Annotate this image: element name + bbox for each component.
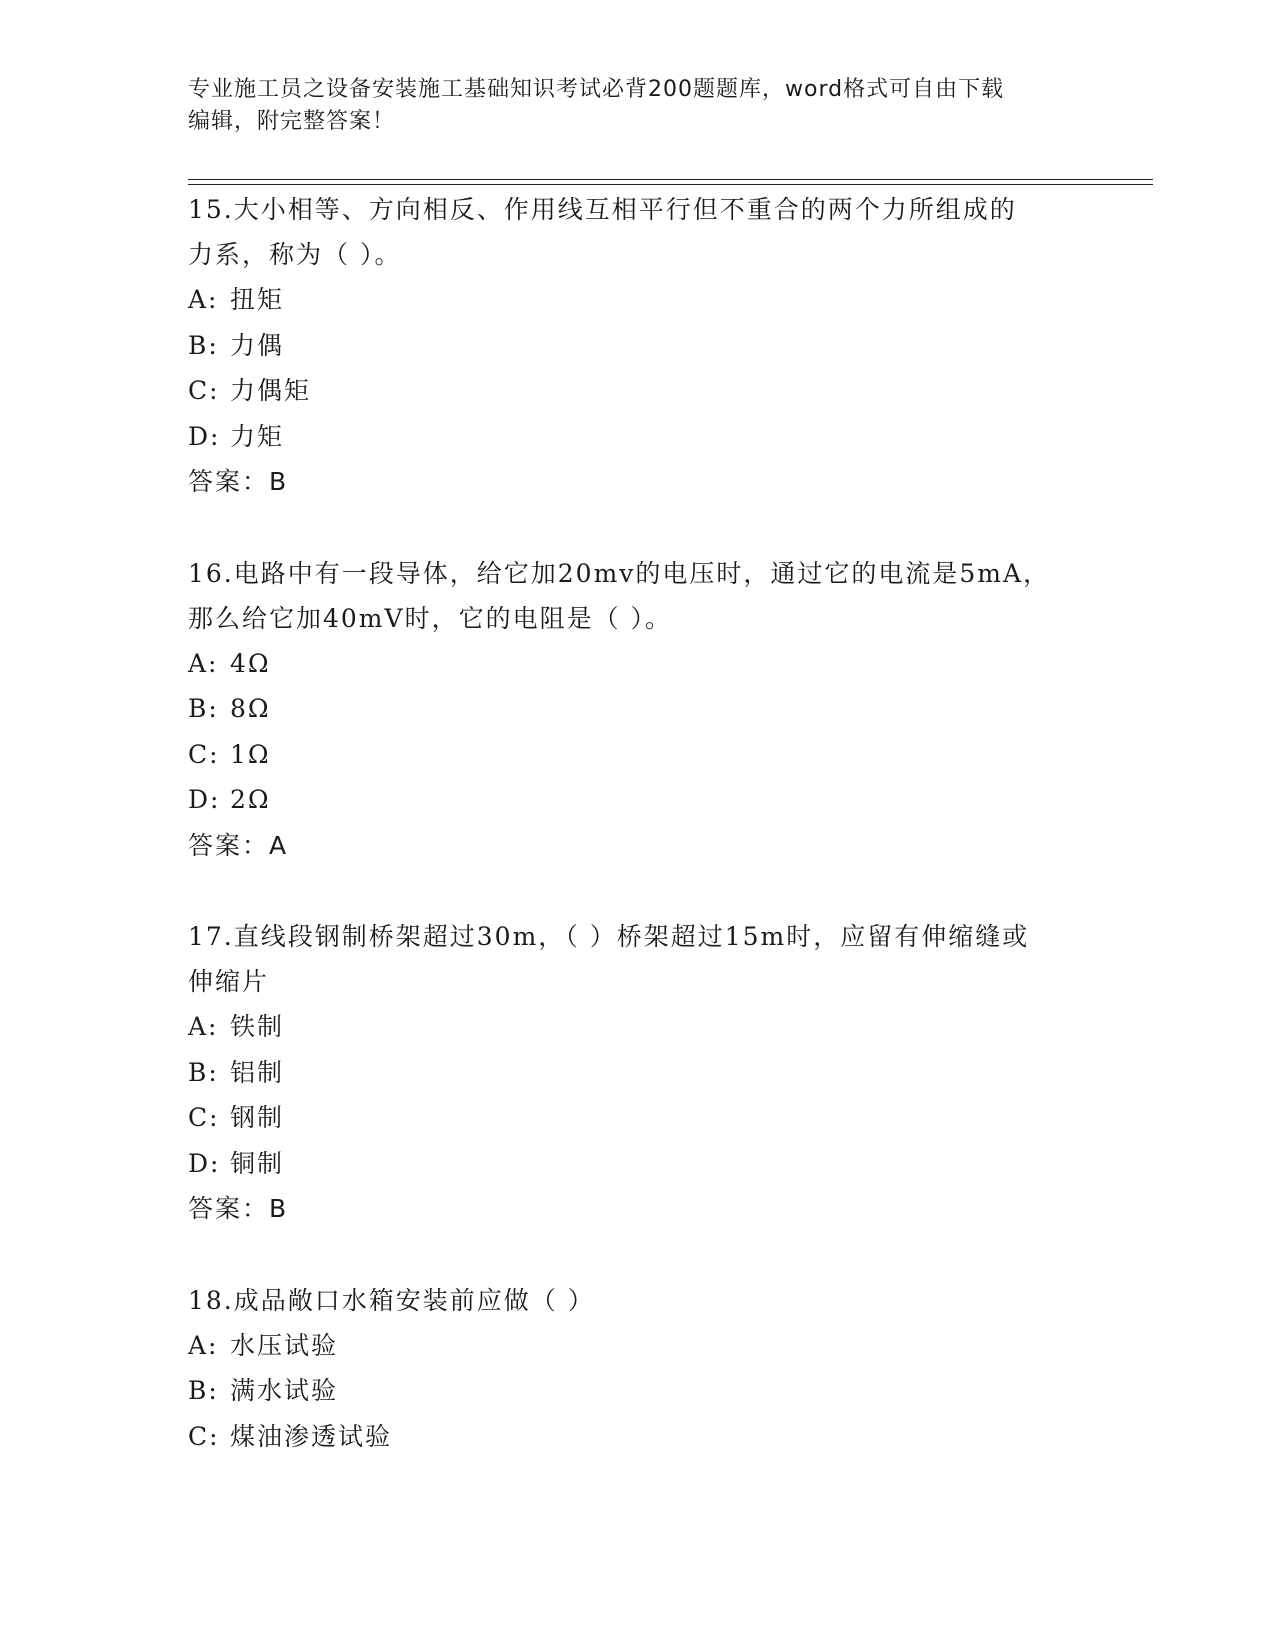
- option-text: 8Ω: [230, 694, 271, 723]
- question-15: [188, 187, 1088, 505]
- header-divider-top: [188, 179, 1153, 180]
- option-text: 4Ω: [230, 648, 271, 678]
- question-16: [188, 551, 1088, 869]
- option-key: B:: [188, 1057, 219, 1087]
- question-17: [188, 914, 1088, 1232]
- question-stem: 17.直线段钢制桥架超过30m，（ ）桥架超过15m时，应留有伸缩缝或 伸缩片: [188, 922, 1030, 996]
- option-text: 水压试验: [230, 1330, 339, 1360]
- option-key: C:: [188, 376, 220, 405]
- option-text: 力偶矩: [230, 376, 312, 405]
- option-d: [188, 777, 1088, 823]
- option-text: 煤油渗透试验: [230, 1421, 393, 1451]
- option-key: A:: [188, 648, 219, 678]
- option-text: 2Ω: [230, 785, 271, 814]
- option-c: [188, 1414, 1088, 1460]
- option-b: [188, 323, 1088, 369]
- option-c: [188, 732, 1088, 778]
- option-key: D:: [188, 785, 221, 814]
- option-text: 满水试验: [230, 1376, 339, 1405]
- option-key: D:: [188, 1148, 221, 1178]
- header-line-2: 编辑，附完整答案！: [188, 109, 396, 134]
- header-divider-bottom: [188, 184, 1153, 185]
- header-line-1: 专业施工员之设备安装施工基础知识考试必背200题题库，word格式可自由下载: [188, 77, 1005, 102]
- option-text: 铜制: [230, 1148, 285, 1178]
- option-c: [188, 1095, 1088, 1141]
- option-key: C:: [188, 1421, 220, 1451]
- option-text: 力矩: [230, 421, 285, 451]
- option-a: [188, 277, 1088, 323]
- option-text: 钢制: [230, 1103, 285, 1132]
- option-a: [188, 1323, 1088, 1369]
- option-key: D:: [188, 421, 221, 451]
- option-key: A:: [188, 285, 219, 314]
- answer-line: 答案：A: [188, 830, 289, 860]
- option-key: C:: [188, 739, 220, 769]
- option-a: [188, 1004, 1088, 1050]
- option-key: B:: [188, 694, 219, 723]
- answer-line: 答案：B: [188, 1194, 289, 1223]
- document-header: [188, 74, 1088, 138]
- option-key: C:: [188, 1103, 220, 1132]
- option-key: B:: [188, 330, 219, 360]
- option-a: [188, 641, 1088, 687]
- option-text: 力偶: [230, 330, 285, 360]
- option-b: [188, 1050, 1088, 1096]
- option-text: 扭矩: [230, 285, 285, 314]
- option-d: [188, 1141, 1088, 1187]
- option-text: 1Ω: [230, 739, 271, 769]
- option-text: 铁制: [230, 1012, 285, 1041]
- question-18: [188, 1278, 1088, 1460]
- answer-line: 答案：B: [188, 467, 289, 496]
- option-b: [188, 686, 1088, 732]
- option-text: 铝制: [230, 1057, 285, 1087]
- question-stem: 15.大小相等、方向相反、作用线互相平行但不重合的两个力所组成的 力系，称为（ ）。: [188, 195, 1017, 269]
- option-key: A:: [188, 1330, 219, 1360]
- option-key: A:: [188, 1012, 219, 1041]
- option-d: [188, 414, 1088, 460]
- option-b: [188, 1368, 1088, 1414]
- option-c: [188, 368, 1088, 414]
- question-stem: 16.电路中有一段导体，给它加20mv的电压时，通过它的电流是5mA， 那么给它加40mV时，它的电阻是（ ）。: [188, 558, 1051, 633]
- question-stem: 18.成品敞口水箱安装前应做（ ）: [188, 1285, 595, 1315]
- question-list: [188, 187, 1088, 1459]
- option-key: B:: [188, 1376, 219, 1405]
